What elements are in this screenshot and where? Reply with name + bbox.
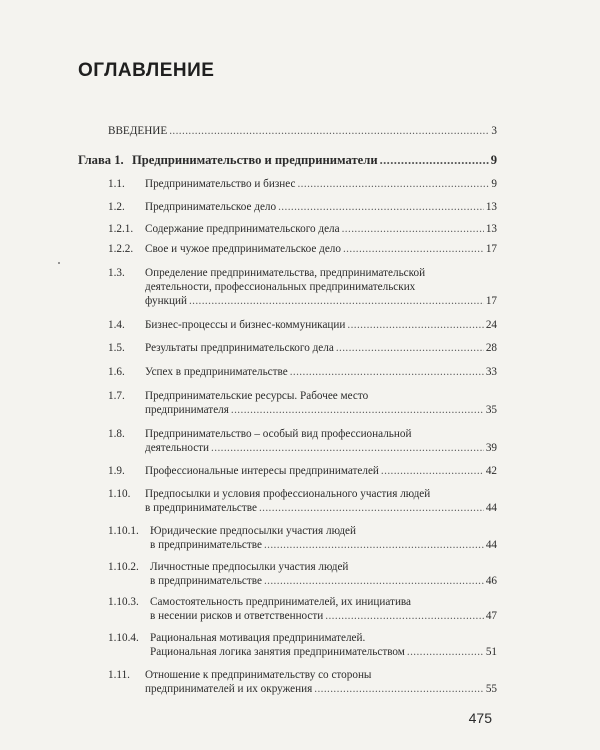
toc-entry-page: 13 [485, 223, 497, 235]
toc-entry-page: 55 [485, 683, 497, 696]
toc-entry-text: в предпринимательстве [150, 539, 262, 552]
toc-entry[interactable] [108, 560, 497, 588]
page-title: ОГЛАВЛЕНИЕ [78, 60, 215, 81]
toc-entry-text: Определение предпринимательства, предпринимательской [145, 267, 426, 279]
toc-entry-page: 44 [485, 539, 497, 552]
toc-entry-page: 47 [485, 610, 497, 623]
toc-entry-num: 1.10.2. [108, 561, 139, 573]
toc-entry-num: 1.7. [108, 390, 125, 402]
toc-entry-text: Предпринимательство и бизнес [145, 178, 296, 190]
toc-entry-page: 24 [485, 319, 497, 331]
toc-entry[interactable] [108, 668, 497, 696]
toc-entry-num: 1.4. [108, 319, 125, 331]
toc-entry[interactable] [108, 222, 497, 236]
toc-entry[interactable] [108, 389, 497, 417]
toc-entry-page: 46 [485, 575, 497, 588]
toc-entry-text: Результаты предпринимательского дела [145, 342, 334, 354]
toc-entry-num: 1.9. [108, 465, 125, 477]
toc-entry-text: Предпринимательство – особый вид профессиональной [145, 428, 412, 440]
toc-entry-num: 1.10. [108, 488, 131, 500]
toc-entry-page: 17 [485, 243, 497, 255]
toc-entry-num: 1.10.1. [108, 525, 139, 537]
toc-entry-text: в предпринимательстве [150, 575, 262, 588]
toc-entry-page: 51 [485, 646, 497, 659]
toc-entry-text: Свое и чужое предпринимательское дело [145, 243, 341, 255]
toc-entry-text: Юридические предпосылки участия людей [150, 525, 357, 537]
dot-leader [259, 501, 484, 515]
toc-entry-text: Рациональная логика занятия предпринимательством [150, 646, 405, 659]
toc-entry[interactable] [108, 631, 497, 659]
toc-entry-num: 1.8. [108, 428, 125, 440]
toc-entry[interactable] [108, 427, 497, 455]
toc-entry-text: в несении рисков и ответственности [150, 610, 324, 623]
dot-leader [211, 441, 484, 455]
toc-entry-num: 1.3. [108, 267, 125, 279]
dot-leader [342, 222, 484, 236]
toc-entry-page: 28 [485, 342, 497, 354]
dot-leader [343, 242, 484, 256]
toc-entry-text: предпринимателей и их окружения [145, 683, 313, 696]
toc-entry[interactable] [108, 242, 497, 256]
toc-entry[interactable] [108, 177, 497, 191]
toc-entry[interactable] [108, 524, 497, 552]
dot-leader [347, 318, 483, 332]
toc-entry-page: 35 [485, 404, 497, 417]
toc-entry[interactable] [108, 341, 497, 355]
toc-entry-text: предпринимателя [145, 404, 229, 417]
toc-entry-page: 42 [485, 465, 497, 477]
page-number: 475 [468, 710, 492, 726]
toc-entry-num: 1.2.2. [108, 243, 134, 255]
toc-entry[interactable] [108, 266, 497, 309]
dot-leader [264, 574, 484, 588]
dot-leader [290, 365, 484, 379]
dot-leader [407, 645, 484, 659]
toc-entry-text: Профессиональные интересы предпринимателей [145, 465, 379, 477]
toc-entry-page: 44 [485, 502, 497, 515]
toc-entry-text: Рациональная мотивация предпринимателей. [150, 632, 366, 644]
toc-entry-text: Самостоятельность предпринимателей, их инициатива [150, 596, 412, 608]
toc-entry-text: Предпринимательское дело [145, 201, 277, 213]
dot-leader [189, 294, 484, 308]
toc-entry-num: 1.6. [108, 366, 125, 378]
toc-entry-num: 1.2.1. [108, 223, 134, 235]
dot-leader [336, 341, 484, 355]
toc-entry-text: деятельности, профессиональных предпринимательских [145, 281, 416, 294]
toc-entry-num: 1.1. [108, 178, 125, 190]
toc-entry-text: Отношение к предпринимательству со стороны [145, 669, 372, 681]
toc-entry-text: Успех в предпринимательстве [145, 366, 288, 378]
dot-leader [169, 124, 489, 138]
dot-leader [381, 464, 484, 478]
toc-entry-num: 1.10.3. [108, 596, 139, 608]
toc-entry-page: 3 [491, 125, 497, 137]
toc-entry-text: ВВЕДЕНИЕ [108, 125, 168, 137]
toc-entry-text: в предпринимательстве [145, 502, 257, 515]
toc-entry-page: 39 [485, 442, 497, 455]
dot-leader [297, 177, 489, 191]
dot-leader [278, 200, 484, 214]
dot-leader [231, 403, 484, 417]
toc-entry-text: Бизнес-процессы и бизнес-коммуникации [145, 319, 346, 331]
toc-entry-text: Предпосылки и условия профессионального участия людей [145, 488, 431, 500]
toc-entry[interactable] [108, 464, 497, 478]
toc-entry[interactable] [108, 318, 497, 332]
toc-entry-page: 33 [485, 366, 497, 378]
toc-entry-text: Предпринимательские ресурсы. Рабочее место [145, 390, 369, 402]
toc-entry-text: деятельности [145, 442, 210, 455]
scan-speck [58, 262, 60, 264]
toc-chapter-heading[interactable] [78, 153, 497, 167]
dot-leader [380, 153, 489, 167]
toc-entry-page: 13 [485, 201, 497, 213]
toc-entry[interactable] [108, 487, 497, 515]
toc-entry-text: функций [145, 295, 187, 308]
toc-chapter-page: 9 [490, 153, 497, 167]
dot-leader [314, 682, 484, 696]
toc-entry[interactable] [108, 200, 497, 214]
toc-entry-num: 1.5. [108, 342, 125, 354]
toc-chapter-text: Предпринимательство и предприниматели [132, 153, 378, 167]
toc-entry[interactable] [108, 365, 497, 379]
toc-entry-page: 9 [491, 178, 497, 190]
toc-entry-text: Содержание предпринимательского дела [145, 223, 340, 235]
toc-entry-num: 1.10.4. [108, 632, 139, 644]
toc-entry-page: 17 [485, 295, 497, 308]
toc-entry-text: Личностные предпосылки участия людей [150, 561, 349, 573]
dot-leader [264, 538, 484, 552]
toc-entry-num: 1.11. [108, 669, 130, 681]
toc-entry-intro[interactable] [108, 124, 497, 138]
toc-entry[interactable] [108, 595, 497, 623]
toc-entry-num: 1.2. [108, 201, 125, 213]
dot-leader [325, 609, 484, 623]
toc-chapter-num: Глава 1. [78, 153, 124, 167]
